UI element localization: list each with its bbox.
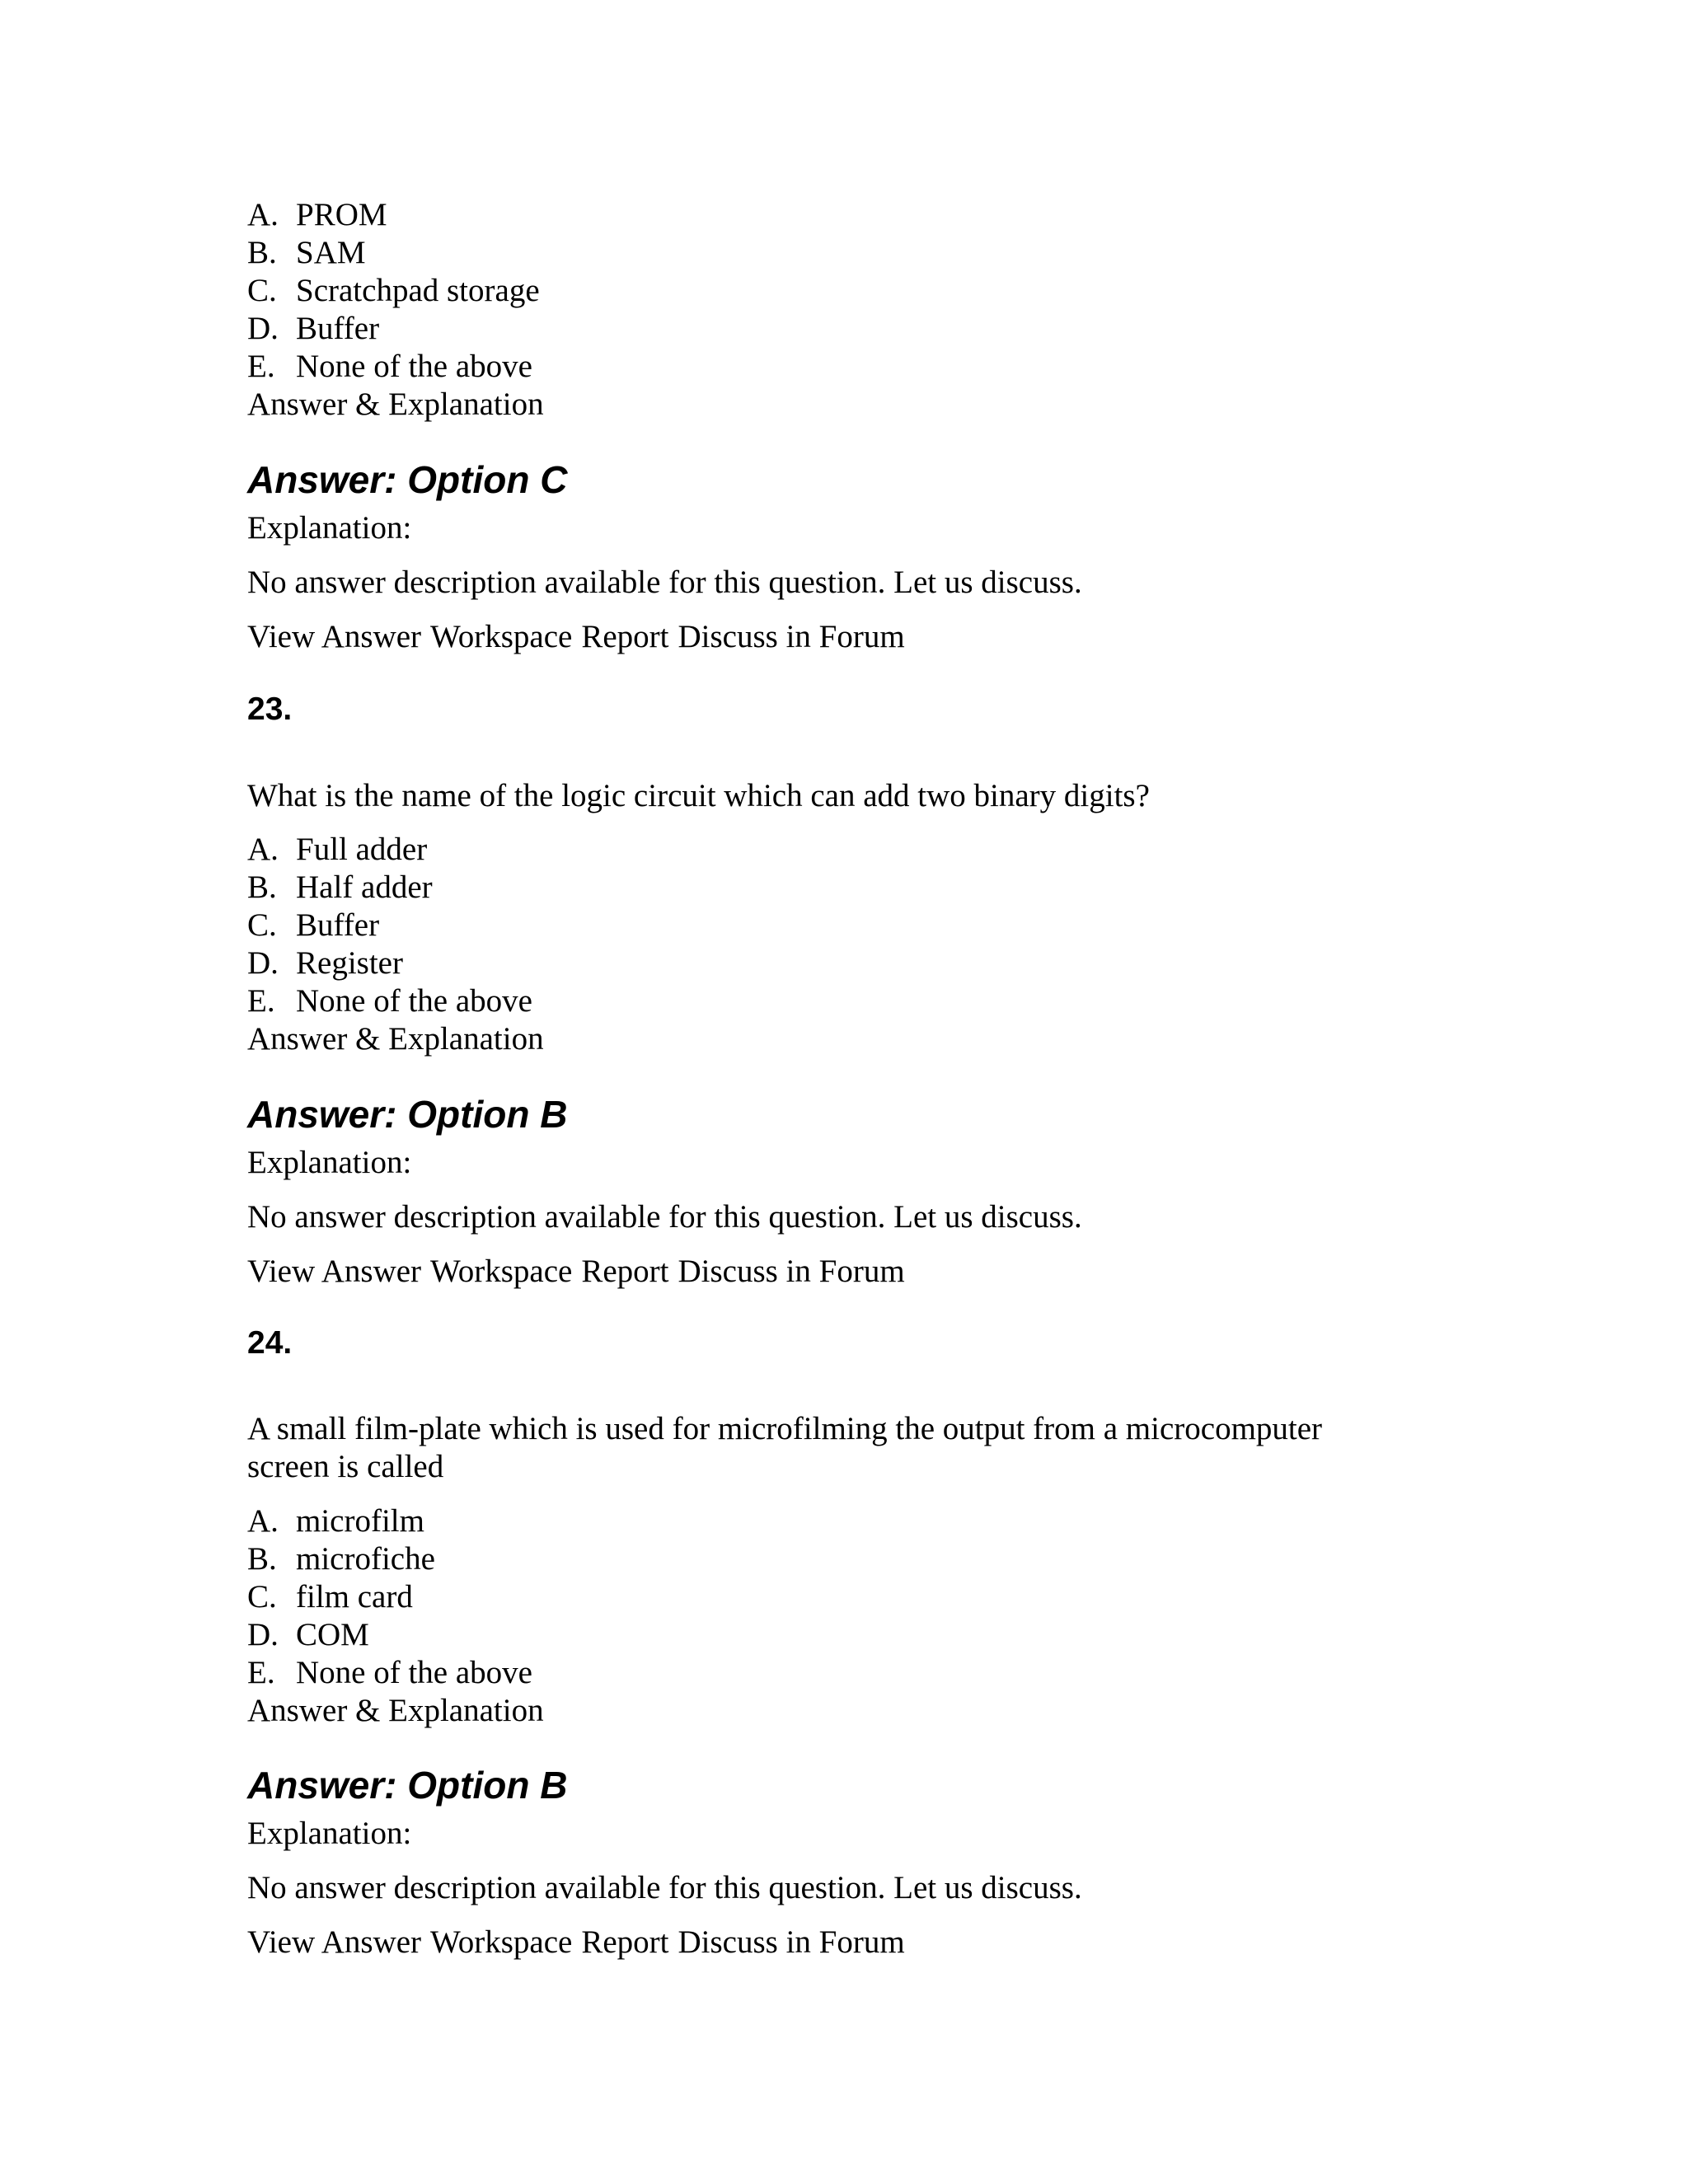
report-link[interactable]: Report [581,1254,669,1289]
option-text: None of the above [296,349,532,384]
discuss-forum-link[interactable]: Discuss in Forum [678,619,905,654]
explanation-text: No answer description available for this question. Let us discuss. [247,565,1082,600]
answer-heading: Answer: Option C [247,458,568,501]
option-text: None of the above [296,983,532,1019]
discuss-forum-link[interactable]: Discuss in Forum [678,1254,905,1289]
option-d: D. Register [247,945,403,981]
option-c: C. film card [247,1579,413,1615]
option-text: SAM [296,235,366,270]
question-number: 23. [247,691,293,727]
option-b: B. microfiche [247,1541,435,1577]
option-e: E. None of the above [247,983,532,1019]
workspace-link[interactable]: Workspace [430,1254,573,1289]
option-b: B. Half adder [247,869,433,905]
option-d: D. COM [247,1617,369,1652]
option-text: None of the above [296,1655,532,1690]
answer-explanation-toggle[interactable]: Answer & Explanation [247,1021,544,1057]
question-text: A small film-plate which is used for microfilming the output from a microcomputer screen is called [247,1411,1323,1484]
report-link[interactable]: Report [581,619,669,654]
report-link[interactable]: Report [581,1924,669,1960]
answer-heading: Answer: Option B [247,1764,568,1807]
option-a: A. microfilm [247,1503,424,1539]
action-links [247,1253,914,1291]
action-links [247,1924,914,1961]
option-c: C. Scratchpad storage [247,273,540,308]
explanation-label: Explanation: [247,1145,412,1180]
option-text: COM [296,1617,369,1652]
option-e: E. None of the above [247,1655,532,1690]
action-links [247,618,914,656]
option-text: Buffer [296,311,380,346]
option-text: Full adder [296,832,428,867]
answer-heading: Answer: Option B [247,1093,568,1136]
view-answer-link[interactable]: View Answer [247,1254,422,1289]
workspace-link[interactable]: Workspace [430,619,573,654]
option-b: B. SAM [247,235,366,270]
option-c: C. Buffer [247,907,380,943]
option-text: microfiche [296,1541,435,1577]
explanation-label: Explanation: [247,1816,412,1851]
option-text: Register [296,945,403,981]
explanation-text: No answer description available for this question. Let us discuss. [247,1199,1082,1235]
option-text: Half adder [296,869,433,905]
option-d: D. Buffer [247,311,380,346]
option-text: PROM [296,197,387,232]
option-e: E. None of the above [247,349,532,384]
option-text: film card [296,1579,413,1615]
option-text: microfilm [296,1503,424,1539]
discuss-forum-link[interactable]: Discuss in Forum [678,1924,905,1960]
view-answer-link[interactable]: View Answer [247,619,422,654]
question-text: What is the name of the logic circuit which can add two binary digits? [247,778,1150,813]
workspace-link[interactable]: Workspace [430,1924,573,1960]
answer-explanation-toggle[interactable]: Answer & Explanation [247,387,544,422]
option-a: A. PROM [247,197,387,232]
answer-explanation-toggle[interactable]: Answer & Explanation [247,1693,544,1728]
explanation-text: No answer description available for this question. Let us discuss. [247,1870,1082,1905]
option-a: A. Full adder [247,832,428,867]
option-text: Scratchpad storage [296,273,540,308]
option-text: Buffer [296,907,380,943]
explanation-label: Explanation: [247,510,412,546]
view-answer-link[interactable]: View Answer [247,1924,422,1960]
question-number: 24. [247,1325,293,1361]
